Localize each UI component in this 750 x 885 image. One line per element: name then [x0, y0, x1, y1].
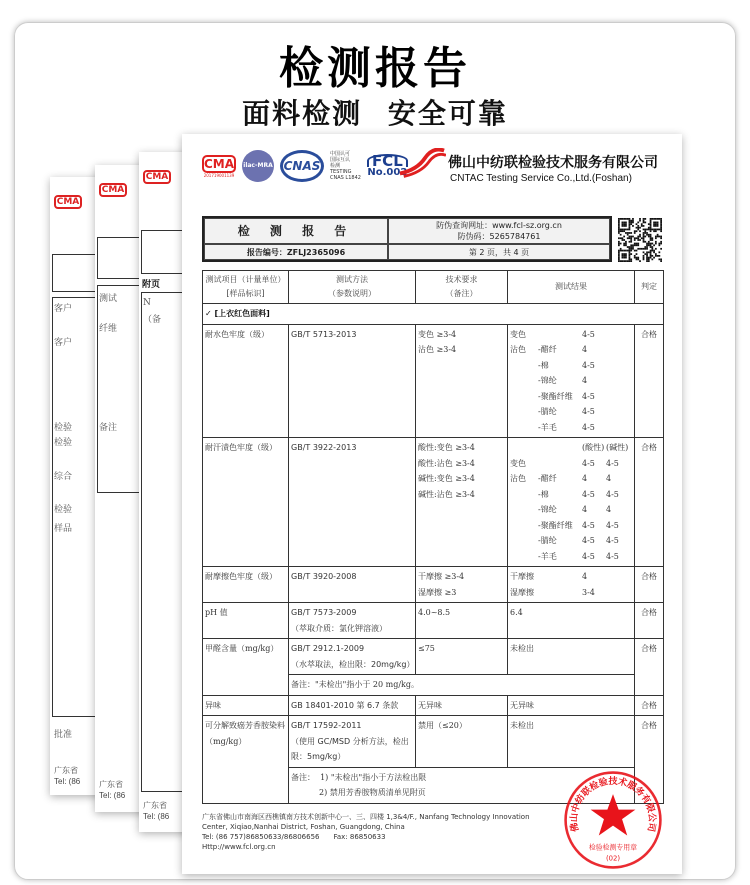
footer-address: 广东省佛山市南海区西樵镇南方技术创新中心一、三、四楼 1,3&4/F., Nanfang Technology Innovation Center, Xiqiao,Nanhai District, Foshan, Guangdong, China: [202, 812, 530, 831]
column-header: 技术要求 （备注）: [416, 271, 508, 304]
verdict: 合格: [635, 567, 664, 603]
requirement: 禁用（≤20）: [416, 716, 508, 768]
back-page-label: 客户: [54, 338, 73, 348]
test-method: GB/T 3920-2008: [289, 567, 416, 603]
note-row: 备注："未检出"指小于 20 mg/kg。: [203, 675, 664, 696]
column-header: 判定: [635, 271, 664, 304]
test-item: 甲醛含量（mg/kg）: [203, 639, 289, 696]
test-method: GB/T 3922-2013: [289, 438, 416, 567]
test-item: 异味: [203, 695, 289, 716]
table-row: [203, 324, 664, 438]
section-row: ✓ [上衣红色面料]: [203, 304, 664, 325]
test-method: GB 18401-2010 第 6.7 条款: [289, 695, 416, 716]
footer-web: Http://www.fcl.org.cn: [202, 842, 276, 851]
verdict: 合格: [635, 438, 664, 567]
test-item: 耐摩擦色牢度（级）: [203, 567, 289, 603]
cma-logo: CMA 201719001139: [203, 156, 235, 178]
requirement: 变色 ≥3-4 沾色 ≥3-4: [416, 324, 508, 438]
banner-subtitle: 面料检测 安全可靠: [242, 97, 508, 130]
requirement: ≤75: [416, 639, 508, 675]
verdict: 合格: [635, 324, 664, 438]
qr-code[interactable]: [618, 218, 662, 262]
table-header-row: [203, 271, 664, 304]
seal-inner-text: 检验检测专用章: [588, 842, 638, 851]
ilac-mra-logo: ilac-MRA: [242, 150, 274, 182]
column-header: 测试结果: [508, 271, 635, 304]
company-name-en: CNTAC Testing Service Co.,Ltd.(Foshan): [450, 173, 632, 184]
seal-number: (02): [605, 854, 621, 863]
test-item: 耐汗渍色牢度（级）: [203, 438, 289, 567]
back-page-label: （备: [143, 315, 162, 325]
table-row: [203, 438, 664, 567]
footer: [202, 812, 532, 852]
column-header: 测试项目（计量单位） [样品标识]: [203, 271, 289, 304]
table-row: [203, 567, 664, 603]
table-row: [203, 603, 664, 639]
requirement: 酸性:变色 ≥3-4 酸性:沾色 ≥3-4 碱性:变色 ≥3-4 碱性:沾色 ≥3-4: [416, 438, 508, 567]
verdict: 合格: [635, 639, 664, 696]
cnas-logo: CNAS: [280, 150, 324, 182]
test-method: GB/T 2912.1-2009 （水萃取法，检出限：20mg/kg）: [289, 639, 416, 675]
test-item: 耐水色牢度（级）: [203, 324, 289, 438]
back-footer: 广东省 Tel: (86: [54, 766, 81, 786]
results-table: [202, 270, 664, 804]
verdict: 合格: [635, 695, 664, 716]
company-logo-icon: [398, 148, 446, 178]
verdict: 合格: [635, 716, 664, 804]
test-item: pH 值: [203, 603, 289, 639]
report-header: [202, 216, 612, 262]
back-page-label: 纤维: [99, 324, 118, 334]
test-method: GB/T 7573-2009 （萃取介质：氯化钾溶液）: [289, 603, 416, 639]
accreditation-logos: [202, 146, 408, 186]
test-result: 6.4: [508, 603, 635, 639]
cma-logo: CMA: [54, 195, 82, 209]
test-method: GB/T 17592-2011 （使用 GC/MSD 分析方法，检出限：5mg/kg）: [289, 716, 416, 768]
report-number: 报告编号：ZFLJ2365096: [204, 244, 388, 260]
test-method: GB/T 5713-2013: [289, 324, 416, 438]
cma-logo: CMA: [99, 183, 127, 197]
back-page-label: 检验: [54, 438, 73, 448]
footer-fax: Fax: 86850633: [333, 832, 386, 841]
seal-star-icon: [591, 794, 636, 835]
banner-title: 检测报告: [279, 43, 471, 94]
fcl-logo: FCL No.002: [367, 152, 408, 178]
table-row: [203, 695, 664, 716]
verify-info: 防伪查询网址：www.fcl-sz.org.cn 防伪码：5265784761: [388, 218, 610, 244]
test-item: 可分解致癌芳香胺染料（mg/kg）: [203, 716, 289, 804]
test-result: 无异味: [508, 695, 635, 716]
back-footer: 广东省 Tel: (86: [99, 780, 126, 800]
back-page-label: N: [143, 298, 151, 308]
back-page-label: 综合: [54, 472, 73, 482]
test-result: (酸性) (碱性) 变色 4-5 4-5 沾色 -醋纤 4 4 -棉 4-5 4-5 -锦纶 4 4 -聚酯纤维 4-5 4-5 -腈纶 4-5 4-5 -羊毛 4-5 4-5: [508, 438, 635, 567]
test-result: 未检出: [508, 639, 635, 675]
requirement: 无异味: [416, 695, 508, 716]
back-page-label: 样品: [54, 524, 73, 534]
note-row: 备注： 1) "未检出"指小于方法检出限 2) 禁用芳香胺物质清单见附页: [203, 767, 664, 803]
footer-tel: Tel: (86 757)86850633/86806656: [202, 832, 320, 841]
requirement: 干摩擦 ≥3-4 湿摩擦 ≥3: [416, 567, 508, 603]
cnas-text: 中国认可 国际互认 检测 TESTING CNAS L1842: [330, 151, 361, 181]
test-result: 未检出: [508, 716, 635, 768]
company-seal: [563, 770, 663, 870]
back-page-label: 检验: [54, 423, 73, 433]
test-result: 干摩擦 4 湿摩擦 3-4: [508, 567, 635, 603]
approve-label: 批准: [54, 730, 73, 740]
back-footer: 广东省 Tel: (86: [143, 801, 170, 821]
test-result: 变色 4-5 沾色 -醋纤 4 -棉 4-5 -锦纶 4 -聚酯纤维 4-5 -腈纶 4-5 -羊毛 4-5: [508, 324, 635, 438]
table-row: [203, 639, 664, 675]
cma-logo: CMA: [143, 170, 171, 184]
appendix-label: 附页: [142, 280, 161, 290]
column-header: 测试方法 （参数说明）: [289, 271, 416, 304]
report-title: 检 测 报 告: [204, 218, 388, 244]
seal-ring-text: 佛山中纺联检验技术服务有限公司: [569, 776, 657, 832]
back-page-label: 客户: [54, 304, 73, 314]
page-info: 第 2 页，共 4 页: [388, 244, 610, 260]
back-page-label: 检验: [54, 505, 73, 515]
report-body: [202, 270, 663, 870]
report-page: [182, 134, 682, 874]
company-name-cn: 佛山中纺联检验技术服务有限公司: [448, 155, 658, 171]
back-page-label: 备注: [99, 423, 118, 433]
back-page-label: 测试: [99, 294, 118, 304]
requirement: 4.0~8.5: [416, 603, 508, 639]
table-row: [203, 716, 664, 768]
verdict: 合格: [635, 603, 664, 639]
